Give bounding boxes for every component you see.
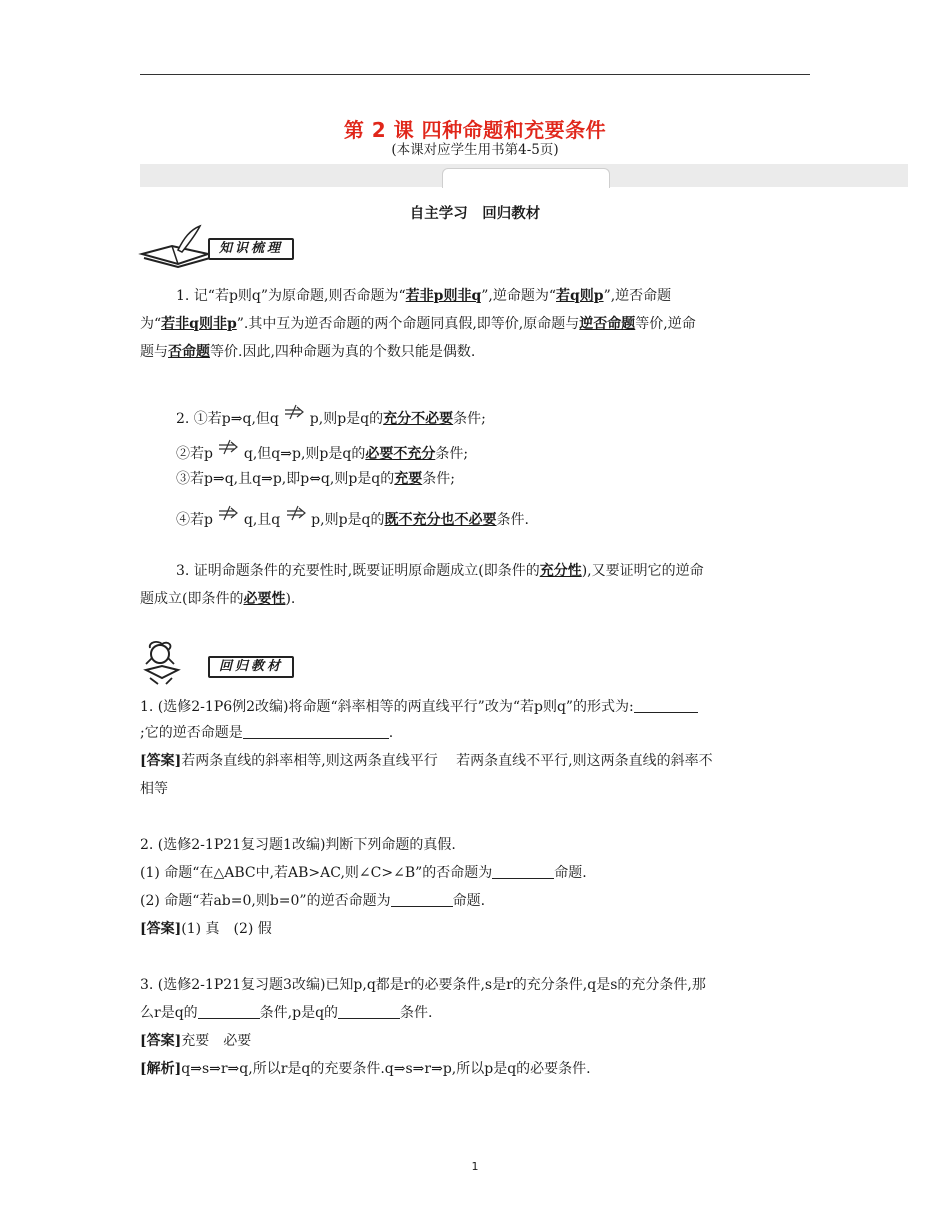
q3-line2 bbox=[140, 1002, 432, 1024]
text: ④若p bbox=[176, 512, 213, 528]
q2-line3 bbox=[140, 890, 485, 912]
q2-line2 bbox=[140, 862, 587, 884]
knowledge-badge-label: 知识梳理 bbox=[208, 238, 294, 260]
q2-line1 bbox=[140, 834, 456, 856]
answer-tag: [答案] bbox=[140, 921, 182, 937]
text: p,则p是q的 bbox=[311, 512, 385, 528]
answer-converse: 若q则p bbox=[556, 288, 604, 304]
review-badge bbox=[138, 640, 298, 684]
k-p1-line2 bbox=[140, 313, 696, 335]
answer-blank[interactable] bbox=[492, 864, 554, 879]
reading-figure-icon bbox=[138, 640, 218, 686]
answer-text: 充要 必要 bbox=[181, 1033, 252, 1049]
text: q,则p是q的 bbox=[320, 471, 395, 487]
q3-explanation bbox=[140, 1058, 591, 1080]
answer-blank[interactable] bbox=[198, 1004, 260, 1019]
text: 为“ bbox=[140, 316, 162, 332]
answer-sufficiency: 充分性 bbox=[539, 563, 582, 579]
k-p2-item4 bbox=[176, 504, 529, 531]
question-text: 3. (选修2-1P21复习题3改编)已知p,q都是r的必要条件,s是r的充分条件,q是s的充分条件,那 bbox=[140, 977, 706, 993]
answer-contrapositive: 若非q则非p bbox=[161, 316, 237, 332]
answer-tag: [答案] bbox=[140, 753, 182, 769]
implies-icon: ⇒ bbox=[230, 411, 243, 427]
text: p,则p是q的 bbox=[291, 446, 366, 462]
knowledge-badge bbox=[138, 224, 298, 268]
text: . bbox=[388, 725, 394, 741]
text: ”,逆命题为“ bbox=[481, 288, 556, 304]
answer-sufficient: 充分不必要 bbox=[383, 411, 454, 427]
text: q,且q bbox=[224, 471, 262, 487]
question-text: 2. (选修2-1P21复习题1改编)判断下列命题的真假. bbox=[140, 837, 456, 853]
k-p1-line1 bbox=[176, 285, 671, 307]
text: 条件; bbox=[422, 471, 455, 487]
review-badge-label: 回归教材 bbox=[208, 656, 294, 678]
answer-tag: [答案] bbox=[140, 1033, 182, 1049]
question-text: (1) 命题“在△ABC中,若AB>AC,则∠C>∠B”的否命题为 bbox=[140, 865, 493, 881]
q3-answer bbox=[140, 1030, 251, 1052]
question-text: 么r是q的 bbox=[140, 1005, 198, 1021]
q1-answer-line2 bbox=[140, 778, 168, 800]
implies-icon: ⇒ bbox=[261, 471, 273, 487]
book-quill-icon bbox=[138, 224, 218, 268]
not-implies-icon bbox=[285, 504, 307, 522]
k-p2-item3 bbox=[176, 468, 455, 490]
page-subtitle: (本课对应学生用书第4-5页) bbox=[391, 142, 559, 158]
answer-necessity: 必要性 bbox=[243, 591, 286, 607]
k-p2-item2 bbox=[176, 438, 468, 465]
answer-neither: 既不充分也不必要 bbox=[384, 512, 497, 528]
q1-line2 bbox=[140, 722, 393, 744]
answer-text: 若两条直线的斜率相等,则这两条直线平行 若两条直线不平行,则这两条直线的斜率不 bbox=[181, 753, 713, 769]
text: q,且q bbox=[243, 512, 281, 528]
text: 1. 记“若p则q”为原命题,则否命题为“ bbox=[176, 288, 406, 304]
explanation-tag: [解析] bbox=[140, 1061, 182, 1077]
not-implies-icon bbox=[217, 504, 239, 522]
answer-necessary: 必要不充分 bbox=[365, 446, 436, 462]
answer-text: 相等 bbox=[140, 781, 168, 797]
answer-blank[interactable] bbox=[243, 724, 389, 739]
q1-line1 bbox=[140, 696, 698, 718]
not-implies-icon bbox=[283, 403, 305, 421]
q3-line1 bbox=[140, 974, 706, 996]
implies-icon: ⇒ bbox=[212, 471, 225, 487]
implies-icon: ⇒ bbox=[280, 446, 292, 462]
k-p1-line3 bbox=[140, 341, 475, 363]
not-implies-icon bbox=[217, 438, 239, 456]
explanation-text: q⇒s⇒r⇒q,所以r是q的充要条件.q⇒s⇒r⇒p,所以p是q的必要条件. bbox=[181, 1061, 591, 1077]
text: q,但q bbox=[242, 411, 279, 427]
text: ②若p bbox=[176, 446, 213, 462]
text: ),又要证明它的逆命 bbox=[581, 563, 704, 579]
answer-equiv-2: 否命题 bbox=[168, 344, 210, 360]
text: 条件,p是q的 bbox=[259, 1005, 339, 1021]
text: ③若p bbox=[176, 471, 213, 487]
question-text: ;它的逆否命题是 bbox=[140, 725, 243, 741]
text: 条件; bbox=[435, 446, 469, 462]
answer-inverse: 若非p则非q bbox=[405, 288, 482, 304]
text: ”.其中互为逆否命题的两个命题同真假,即等价,原命题与 bbox=[236, 316, 580, 332]
page-title: 第 2 课 四种命题和充要条件 bbox=[343, 118, 607, 142]
text: 2. ①若p bbox=[176, 411, 231, 427]
answer-iff: 充要 bbox=[394, 471, 423, 487]
page-number: 1 bbox=[471, 1160, 479, 1173]
k-p3-line1 bbox=[176, 560, 704, 582]
text: 等价.因此,四种命题为真的个数只能是偶数. bbox=[210, 344, 476, 360]
text: 条件. bbox=[400, 1005, 433, 1021]
iff-icon: ⇔ bbox=[309, 471, 321, 487]
text: ”,逆否命题 bbox=[603, 288, 672, 304]
q2-answer bbox=[140, 918, 272, 940]
text: 条件. bbox=[496, 512, 529, 528]
text: 题与 bbox=[140, 344, 168, 360]
text: 题成立(即条件的 bbox=[140, 591, 244, 607]
text: 命题. bbox=[554, 865, 587, 881]
k-p2-item1 bbox=[176, 403, 486, 430]
text: 命题. bbox=[452, 893, 486, 909]
text: p,则p是q的 bbox=[309, 411, 384, 427]
tab-shape bbox=[442, 168, 610, 188]
section-heading: 自主学习 回归教材 bbox=[409, 206, 541, 222]
question-text: 1. (选修2-1P6例2改编)将命题“斜率相等的两直线平行”改为“若p则q”的形式为: bbox=[140, 699, 634, 715]
header-rule bbox=[140, 74, 810, 75]
text: 3. 证明命题条件的充要性时,既要证明原命题成立(即条件的 bbox=[176, 563, 540, 579]
k-p3-line2 bbox=[140, 588, 295, 610]
answer-text: (1) 真 (2) 假 bbox=[181, 921, 272, 937]
answer-blank[interactable] bbox=[634, 698, 698, 713]
text: ). bbox=[285, 591, 296, 607]
text: p,即p bbox=[272, 471, 310, 487]
text: 等价,逆命 bbox=[635, 316, 696, 332]
q1-answer-line1 bbox=[140, 750, 713, 772]
text: 条件; bbox=[453, 411, 486, 427]
answer-blank[interactable] bbox=[338, 1004, 400, 1019]
text: q,但q bbox=[243, 446, 281, 462]
question-text: (2) 命题“若ab=0,则b=0”的逆否命题为 bbox=[140, 893, 391, 909]
answer-equiv-1: 逆否命题 bbox=[579, 316, 636, 332]
answer-blank[interactable] bbox=[391, 892, 453, 907]
